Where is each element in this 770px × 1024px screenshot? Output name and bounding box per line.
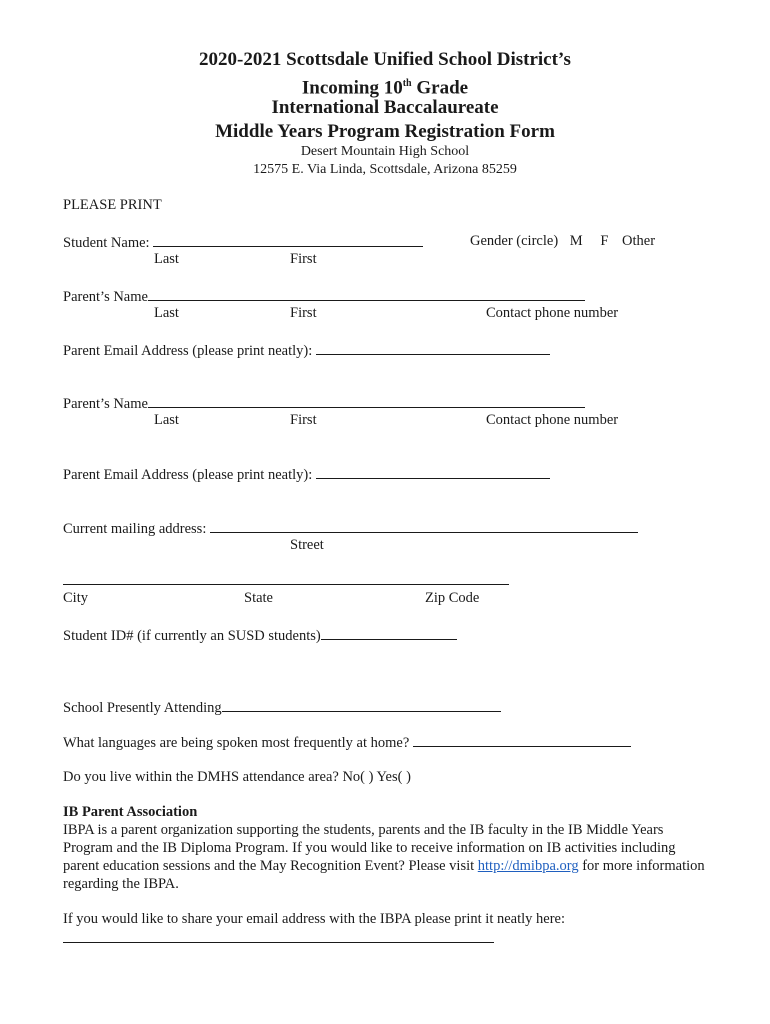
parent1-last-caption: Last — [154, 305, 179, 321]
student-name-row — [63, 232, 423, 252]
ibpa-share-email-text: If you would like to share your email address with the IBPA please print it neatly here: — [63, 911, 566, 927]
gender-label: Gender (circle) — [470, 233, 559, 249]
school-attending-input[interactable] — [222, 697, 501, 712]
school-attending-label: School Presently Attending — [63, 700, 222, 716]
form-title-line-4: Middle Years Program Registration Form — [215, 121, 555, 142]
ibpa-body-tail: for more information regarding the IBPA. — [63, 858, 705, 892]
title-grade-sup: th — [402, 78, 412, 89]
mailing-address-row — [63, 518, 638, 538]
languages-row — [63, 732, 631, 752]
street-caption: Street — [290, 537, 324, 553]
parent1-email-input[interactable] — [316, 340, 550, 355]
parent2-email-label: Parent Email Address (please print neatly): — [63, 467, 313, 483]
mailing-address-label: Current mailing address: — [63, 521, 207, 537]
student-name-input[interactable] — [153, 232, 423, 247]
gender-row — [470, 232, 655, 250]
parent1-email-label: Parent Email Address (please print neatly): — [63, 343, 313, 359]
parent1-name-input[interactable] — [148, 286, 585, 301]
ibpa-email-input[interactable] — [63, 942, 494, 943]
languages-label: What languages are being spoken most frequently at home? — [63, 735, 410, 751]
please-print-label: PLEASE PRINT — [63, 197, 162, 213]
ibpa-paragraph — [63, 821, 713, 893]
school-address: 12575 E. Via Linda, Scottsdale, Arizona 85259 — [253, 162, 517, 177]
parent2-email-input[interactable] — [316, 464, 550, 479]
gender-m-option[interactable]: M — [569, 233, 583, 249]
parent2-name-row — [63, 393, 585, 413]
state-caption: State — [244, 590, 273, 606]
parent2-last-caption: Last — [154, 412, 179, 428]
form-title-line-1: 2020-2021 Scottsdale Unified School District’s — [199, 49, 571, 70]
gender-other-option[interactable]: Other — [622, 233, 656, 249]
parent2-name-input[interactable] — [148, 393, 585, 408]
title-grade-prefix: Incoming 10 — [301, 77, 403, 99]
form-title-line-3: International Baccalaureate — [271, 97, 499, 118]
student-id-row — [63, 625, 457, 645]
parent1-phone-caption: Contact phone number — [486, 305, 619, 321]
city-caption: City — [63, 590, 88, 606]
title-grade-suffix: Grade — [411, 77, 469, 99]
city-state-zip-input[interactable] — [63, 584, 509, 585]
student-id-input[interactable] — [321, 625, 457, 640]
school-name: Desert Mountain High School — [300, 144, 470, 159]
school-attending-row — [63, 697, 501, 717]
parent2-first-caption: First — [290, 412, 317, 428]
zip-caption: Zip Code — [425, 590, 480, 606]
parent1-name-label: Parent’s Name — [63, 289, 148, 305]
dmhs-area-question[interactable]: Do you live within the DMHS attendance area? No( ) Yes( ) — [63, 769, 411, 785]
parent1-email-row — [63, 340, 550, 360]
parent2-email-row — [63, 464, 550, 484]
student-name-label: Student Name: — [63, 235, 150, 251]
ibpa-body-text: IBPA is a parent organization supporting the students, parents and the IB faculty in the IB Middle Years Program and the IB Diploma Program. If you would like to receive information on IB activities including parent education sessions and the May Recognition Event? Please visit — [63, 822, 676, 874]
ibpa-website-link[interactable]: http://dmibpa.org — [477, 858, 579, 874]
parent1-first-caption: First — [290, 305, 317, 321]
parent2-name-label: Parent’s Name — [63, 396, 148, 412]
ibpa-heading: IB Parent Association — [63, 804, 198, 820]
student-id-label: Student ID# (if currently an SUSD students) — [63, 628, 321, 644]
gender-f-option[interactable]: F — [600, 233, 609, 249]
parent2-phone-caption: Contact phone number — [486, 412, 619, 428]
mailing-address-input[interactable] — [210, 518, 638, 533]
student-first-caption: First — [290, 251, 317, 267]
languages-input[interactable] — [413, 732, 631, 747]
student-last-caption: Last — [154, 251, 179, 267]
parent1-name-row — [63, 286, 585, 306]
